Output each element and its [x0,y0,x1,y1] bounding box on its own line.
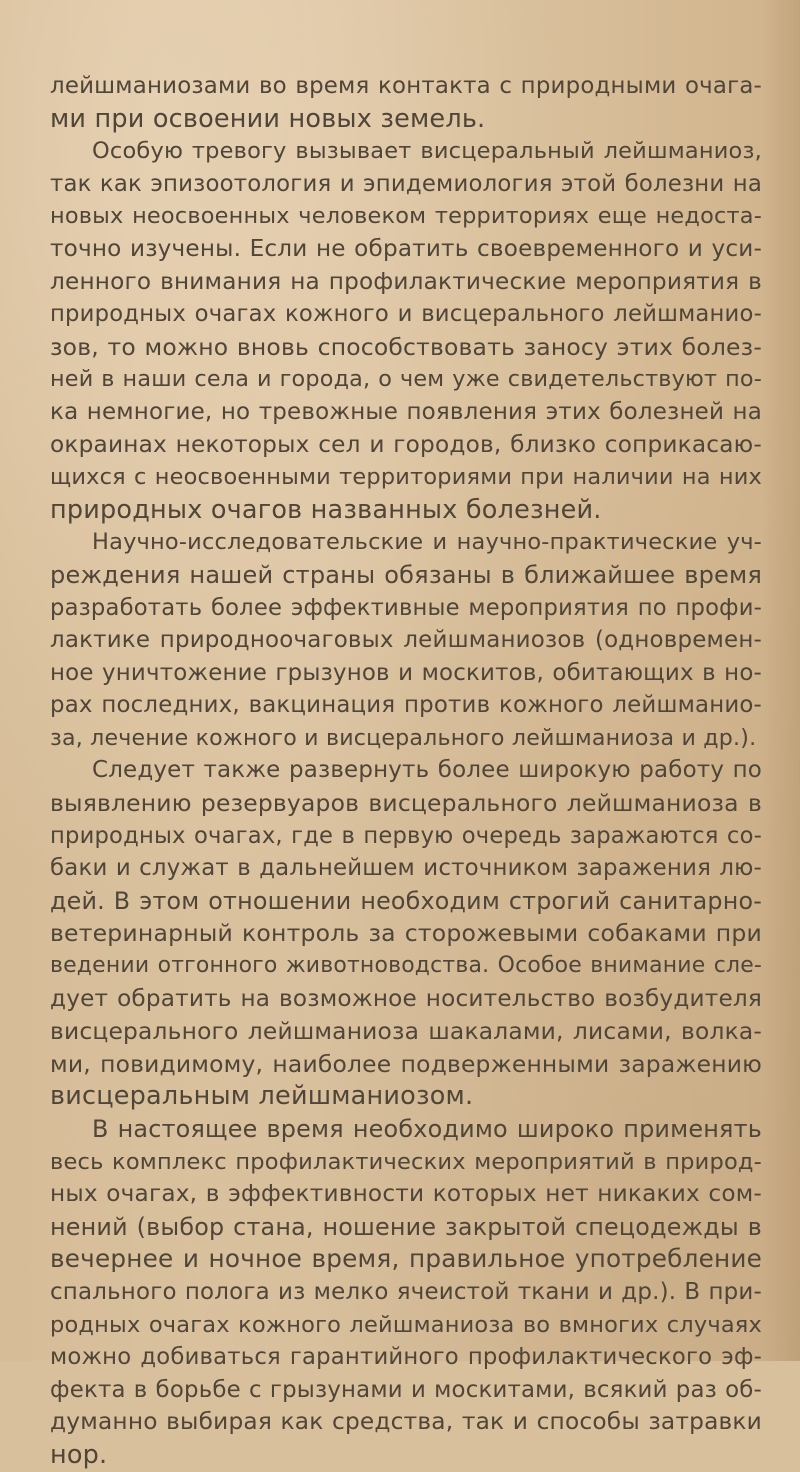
text-line: фекта в борьбе с грызунами и москитами, всякий раз об- [50,1376,762,1403]
paragraph-start: Научно-исследовательские и научно-практические уч- [92,529,762,556]
text-line: вечернее и ночное время, правильное употребление [50,1244,762,1274]
text-line: ка немногие, но тревожные появления этих болезней на [50,398,762,425]
text-line: ветеринарный контроль за сторожевыми собаками при [50,919,762,948]
text-line: ней в наши села и города, о чем уже свидетельствуют по- [50,366,762,393]
paragraph-start: В настоящее время необходимо широко применять [92,1115,762,1143]
text-line: ми при освоении новых земель. [50,103,486,134]
text-line: нор. [50,1439,108,1470]
text-line: щихся с неосвоенными территориями при наличии на них [50,464,762,491]
text-line: висцеральным лейшманиозом. [50,1081,474,1112]
text-line: за, лечение кожного и висцерального лейшманиоза и др.). [50,724,757,751]
text-line: лактике природноочаговых лейшманиозов (одновремен- [50,627,762,654]
paragraph-start: Особую тревогу вызывает висцеральный лейшманиоз, [92,138,762,165]
text-line: баки и служат в дальнейшем источником заражения лю- [50,855,762,882]
text-line: зов, то можно вновь способствовать заносу этих болез- [50,332,762,361]
text-line: ми, повидимому, наиболее подверженными заражению [50,1049,762,1078]
text-line: думанно выбирая как средства, так и способы затравки [50,1408,762,1436]
text-line: реждения нашей страны обязаны в ближайшее время [50,560,762,589]
text-line: висцерального лейшманиоза шакалами, лисами, волка- [50,1017,762,1046]
text-line: разработать более эффективные мероприятия по профи- [50,594,762,621]
page-edge-shadow [762,0,800,1361]
text-line: природных очагов названных болезней. [50,494,602,525]
text-line: новых неосвоенных человеком территориях еще недоста- [50,203,762,230]
text-line: ленного внимания на профилактические мероприятия в [50,267,762,295]
text-line: ведении отгонного животноводства. Особое внимание сле- [50,953,762,979]
text-line: родных очагах кожного лейшманиоза во вмногих случаях [50,1311,762,1338]
text-line: нений (выбор стана, ношение закрытой спецодежды в [50,1212,762,1241]
text-line: ное уничтожение грызунов и москитов, обитающих в но- [50,659,762,686]
text-line: природных очагах, где в первую очередь заражаются со- [50,822,762,849]
text-line: природных очагах кожного и висцерального лейшманио- [50,301,762,328]
paragraph-start: Следует также развернуть более широкую работу по [92,757,762,784]
text-line: окраинах некоторых сел и городов, близко соприкасаю- [50,430,762,458]
text-line: выявлению резервуаров висцерального лейшманиоза в [50,789,762,818]
body-text [50,70,762,1472]
text-line: ных очагах, в эффективности которых нет никаких сом- [50,1180,762,1208]
text-line: так как эпизоотология и эпидемиология этой болезни на [50,170,762,197]
text-line: спального полога из мелко ячеистой ткани и др.). В при- [50,1278,762,1305]
text-line: рах последних, вакцинация против кожного лейшманио- [50,692,762,719]
text-line: дует обратить на возможное носительство возбудителя [50,985,762,1012]
text-line: точно изучены. Если не обратить своевременного и уси- [50,235,762,262]
text-line: дей. В этом отношении необходим строгий санитарно- [50,886,762,915]
text-line: можно добиваться гарантийного профилактического эф- [50,1344,762,1371]
text-line: лейшманиозами во время контакта с природными очага- [50,73,762,99]
text-line: весь комплекс профилактических мероприятий в природ- [50,1148,762,1175]
